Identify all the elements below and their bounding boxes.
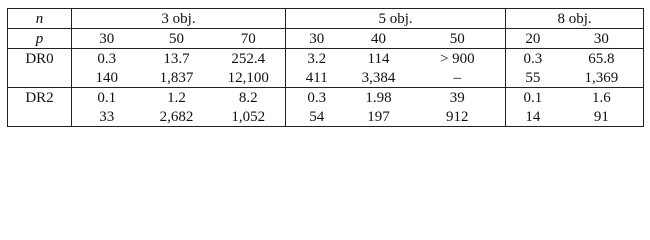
table-cell: 65.8: [588, 50, 615, 67]
table-cell: 55: [506, 68, 560, 88]
table-cell: 114: [367, 50, 390, 67]
table-cell: 0.3: [286, 88, 348, 108]
column-header: 70: [212, 29, 286, 49]
group-header: 5 obj.: [286, 9, 506, 29]
table-cell: 12,100: [212, 68, 286, 88]
table-cell: 252.4: [231, 50, 266, 67]
table-cell: 912: [446, 108, 469, 125]
table-cell: 1.6: [591, 89, 611, 106]
table-cell: > 900: [439, 50, 475, 67]
table-cell: 14: [506, 107, 560, 127]
group-header: 8 obj.: [506, 9, 644, 29]
table-row: [8, 107, 644, 127]
column-header: 50: [410, 29, 506, 49]
header-row-p: [8, 29, 644, 49]
row-label-empty: [8, 107, 72, 127]
table-cell: 1,052: [231, 108, 266, 125]
header-row-groups: [8, 9, 644, 29]
table-cell: 3,384: [348, 68, 410, 88]
table-cell: 411: [286, 68, 348, 88]
results-table: [7, 8, 644, 127]
table-cell: 33: [72, 107, 142, 127]
header-corner-n: n: [8, 9, 72, 29]
column-header: 30: [286, 29, 348, 49]
column-header: 50: [142, 29, 212, 49]
table-cell: 3.2: [286, 49, 348, 69]
table-cell: 140: [72, 68, 142, 88]
table-cell: 0.1: [506, 88, 560, 108]
table-cell: 197: [367, 108, 390, 125]
column-header: 40: [348, 29, 410, 49]
column-header: 20: [506, 29, 560, 49]
column-header: 30: [72, 29, 142, 49]
table-cell: 0.3: [72, 49, 142, 69]
table-cell: 39: [449, 89, 465, 106]
table-cell: 1.98: [365, 89, 392, 106]
table-row: [8, 49, 644, 69]
group-header: 3 obj.: [72, 9, 286, 29]
table-cell: 0.3: [506, 49, 560, 69]
row-label: DR0: [25, 50, 54, 67]
header-corner-p: p: [8, 29, 72, 49]
row-label-empty: [8, 68, 72, 88]
table-row: [8, 88, 644, 108]
table-cell: 54: [286, 107, 348, 127]
table-cell: 1.2: [167, 89, 186, 106]
table-cell: 1,837: [142, 68, 212, 88]
column-header: 30: [560, 29, 644, 49]
table-row: [8, 68, 644, 88]
table-cell: –: [410, 68, 506, 88]
table-cell: 8.2: [238, 89, 258, 106]
row-label: DR2: [25, 89, 54, 106]
table-cell: 0.1: [72, 88, 142, 108]
table-cell: 2,682: [159, 108, 194, 125]
table-cell: 13.7: [163, 50, 190, 67]
table-cell: 91: [593, 108, 609, 125]
table-cell: 1,369: [560, 68, 644, 88]
